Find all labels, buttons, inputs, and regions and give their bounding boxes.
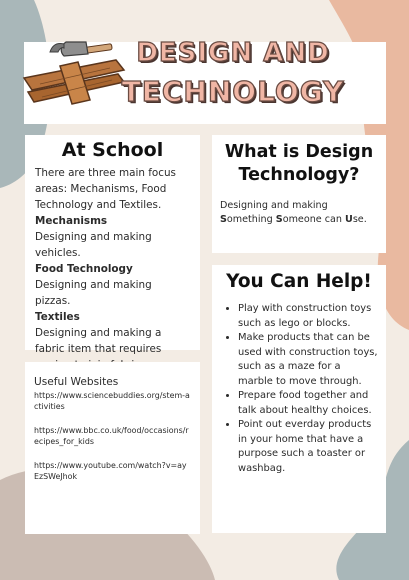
section-text-textiles: Designing and making a fabric item that requires xyxy=(35,327,162,355)
section-title-textiles: Textiles xyxy=(35,311,80,323)
website-link-bbc-food[interactable]: https://www.bbc.co.uk/food/occasions/recipes_for_kids xyxy=(34,426,189,446)
at-school-heading: At School xyxy=(61,139,164,161)
help-list xyxy=(220,302,378,476)
list-item: • Make products that can be used with construction toys, such as a maze for a marble to move through. xyxy=(238,331,378,389)
acronym-rest-3: se. xyxy=(352,214,367,225)
acronym-initial-3: U xyxy=(345,214,353,225)
acronym-initial-2: S xyxy=(275,214,283,225)
useful-websites-card xyxy=(25,362,200,534)
page-title-line-1: DESIGN AND xyxy=(136,38,330,68)
list-item: • Play with construction toys such as lego or blocks. xyxy=(238,302,378,331)
you-can-help-card xyxy=(212,265,386,533)
list-item: • Prepare food together and talk about healthy choices. xyxy=(238,389,378,418)
acronym-rest-2: omeone can xyxy=(282,214,346,225)
page-title-line-2: TECHNOLOGY xyxy=(121,75,345,108)
you-can-help-heading: You Can Help! xyxy=(226,271,372,292)
list-item: • Point out everday products in your home that have a purpose such a toaster or washbag. xyxy=(238,418,378,476)
section-title-mechanisms: Mechanisms xyxy=(35,215,108,227)
what-is-heading: What is Design Technology? xyxy=(224,142,374,185)
website-link-youtube[interactable]: https://www.youtube.com/watch?v=ayEzSWeJhok xyxy=(34,461,187,481)
what-is-description xyxy=(220,199,378,227)
what-is-card xyxy=(212,135,386,253)
section-title-food-technology: Food Technology xyxy=(35,263,133,275)
section-text-food-technology: Designing and making pizzas. xyxy=(35,279,152,307)
website-link-sciencebuddies[interactable]: https://www.sciencebuddies.org/stem-activities xyxy=(34,391,190,411)
acronym-initial-1: S xyxy=(220,214,227,225)
acronym-rest-1: omething xyxy=(226,214,276,225)
section-text-mechanisms: Designing and making vehicles. xyxy=(35,231,152,259)
useful-websites-title: Useful Websites xyxy=(34,376,119,388)
at-school-intro: There are three main focus areas: Mechanisms, Food Technology and Textiles. xyxy=(35,167,176,211)
at-school-card xyxy=(25,135,200,355)
what-is-line1: Designing and making xyxy=(220,200,328,211)
